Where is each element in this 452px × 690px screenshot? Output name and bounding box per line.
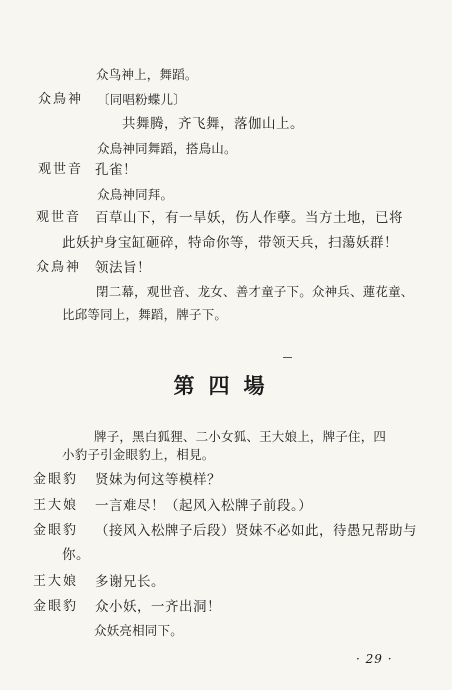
speaker-name: 金眼豹 bbox=[33, 599, 79, 614]
speaker-name: 观世音 bbox=[38, 162, 84, 177]
speaker-name: 金眼豹 bbox=[33, 523, 79, 538]
dialogue-line: 孔雀！ bbox=[95, 162, 137, 178]
dialogue-line: 多谢兄长。 bbox=[95, 574, 165, 590]
stage-direction: 閉二幕，观世音、龙女、善才童子下。众神兵、蓮花童、 bbox=[96, 284, 414, 299]
stage-direction: 众鳥神同舞蹈，搭鳥山。 bbox=[97, 141, 237, 156]
speaker-name: 众鳥神 bbox=[38, 92, 84, 107]
stage-direction: 〔同唱粉蝶儿〕 bbox=[97, 92, 186, 107]
stage-direction: 众妖亮相同下。 bbox=[94, 623, 183, 638]
speaker-name: 王大娘 bbox=[33, 498, 79, 513]
stage-direction: 牌子，黑白狐狸、二小女狐、王大娘上，牌子住，四 bbox=[94, 429, 387, 444]
dialogue-line: 贤妹为何这等模样？ bbox=[95, 472, 221, 488]
dialogue-line: 你。 bbox=[62, 547, 90, 563]
lyric-line: 共舞腾，齐飞舞，落伽山上。 bbox=[122, 116, 304, 132]
stage-direction: 小豹子引金眼豹上，相見。 bbox=[62, 447, 215, 462]
stage-direction: 比邱等同上，舞蹈，牌子下。 bbox=[62, 307, 228, 322]
dialogue-line: 众小妖，一齐出洞！ bbox=[95, 599, 221, 615]
page-number: · 29 · bbox=[356, 652, 393, 666]
dialogue-line: 一言难尽！（起风入松牌子前段。） bbox=[95, 498, 313, 514]
dialogue-line: 此妖护身宝缸砸碎，特命你等，带领天兵，扫蕩妖群！ bbox=[62, 235, 398, 251]
dialogue-line: （接风入松牌子后段）贤妹不必如此，待愚兄帮助与 bbox=[95, 523, 417, 539]
speaker-name: 观世音 bbox=[36, 210, 82, 225]
dialogue-line: 领法旨！ bbox=[95, 260, 151, 276]
dash-mark bbox=[283, 357, 292, 358]
speaker-name: 王大娘 bbox=[33, 574, 79, 589]
scene-title: 第四場 bbox=[173, 373, 279, 398]
speaker-name: 金眼豹 bbox=[33, 472, 79, 487]
dialogue-line: 百草山下，有一旱妖，伤人作孽。当方土地，已将 bbox=[95, 210, 403, 226]
stage-direction: 众鳥神同拜。 bbox=[97, 187, 174, 202]
speaker-name: 众鳥神 bbox=[36, 260, 82, 275]
stage-direction: 众鸟神上，舞蹈。 bbox=[96, 67, 198, 82]
